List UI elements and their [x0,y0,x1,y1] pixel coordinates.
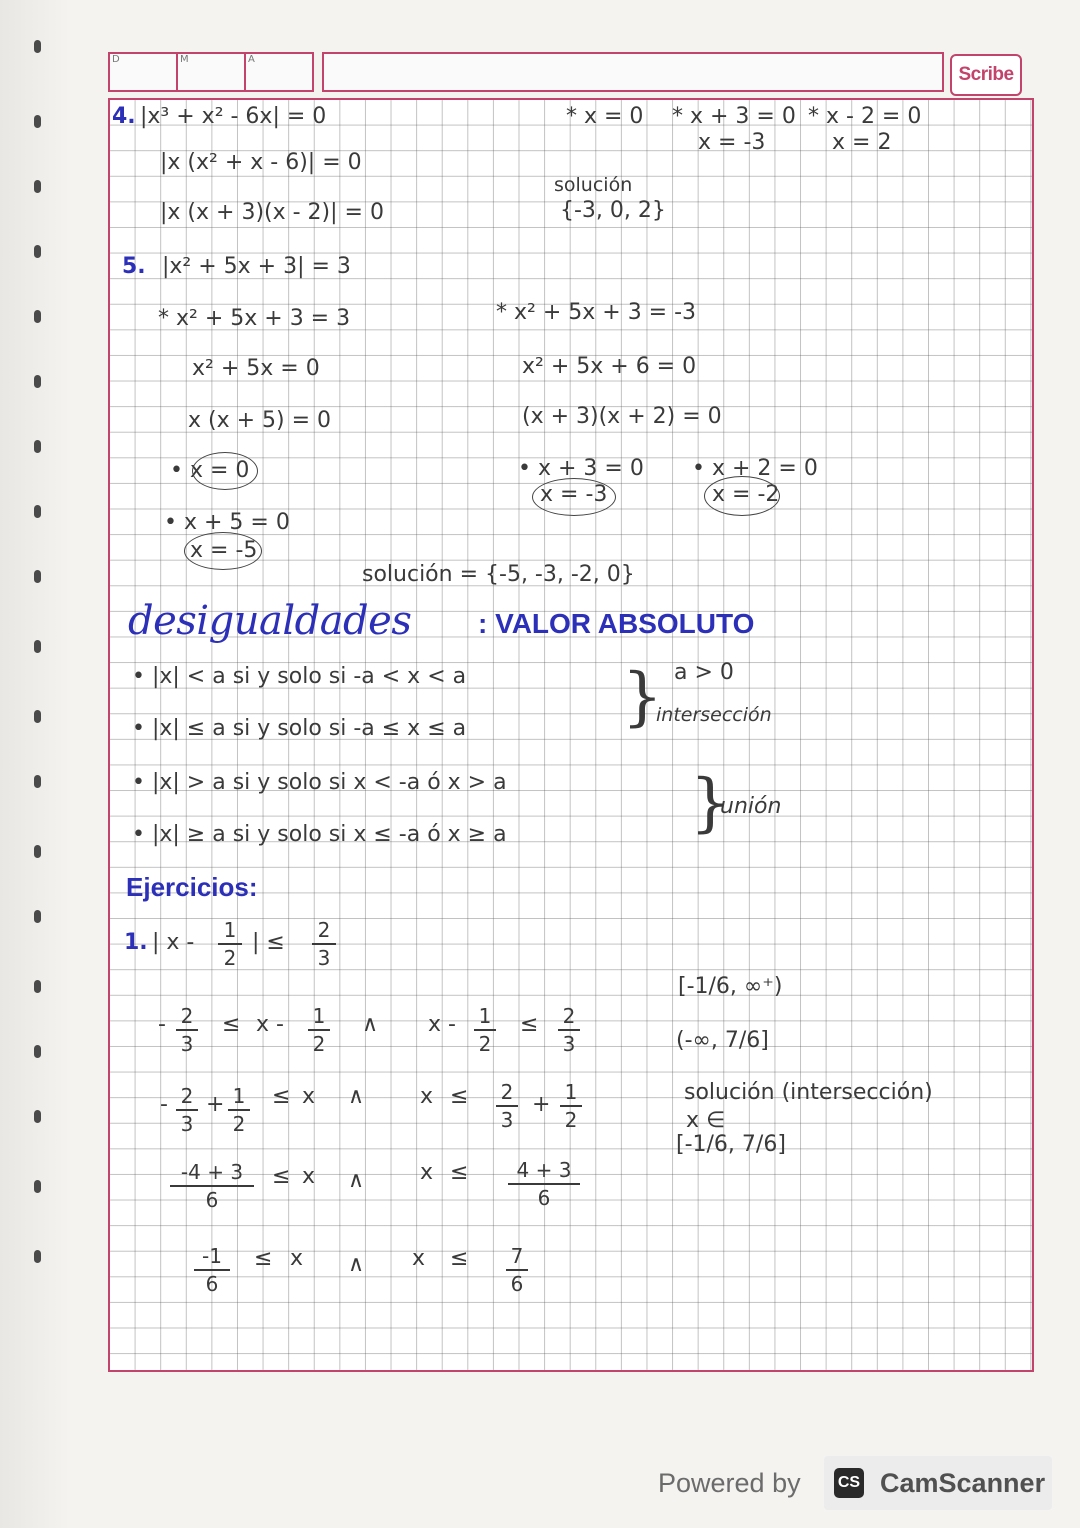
fraction-one-half: 1 2 [218,918,242,970]
exercise-1-number: 1. [124,930,148,955]
problem-4-case3b: x = 2 [832,130,892,155]
x-variable: x [302,1164,316,1189]
problem-5-left-line2: x² + 5x = 0 [192,356,320,381]
fraction-minus-one-sixth: -1 6 [194,1244,230,1296]
binder-hole [34,1180,41,1193]
plus-sign: + [532,1092,551,1117]
plus-sign: + [206,1092,225,1117]
rule-less-than: • |x| < a si y solo si -a < x < a [132,664,467,689]
answer-circle [704,476,780,516]
problem-4-case2a: * x + 3 = 0 [672,104,796,129]
powered-by-text: Powered by [658,1468,801,1498]
le-sign: ≤ [450,1160,469,1185]
binder-hole [34,40,41,53]
binder-hole [34,1045,41,1058]
section-title: desigualdades [128,598,412,644]
answer-circle [184,532,262,570]
fraction-sum: 4 + 3 6 [508,1158,580,1210]
camscanner-name: CamScanner [880,1468,1046,1498]
brace-icon: } [622,660,663,734]
page-margin [0,0,70,1528]
binder-hole [34,1110,41,1123]
binder-hole [34,505,41,518]
problem-5-right-line5a: • x + 2 = 0 [692,456,818,481]
problem-5-right-line4a: • x + 3 = 0 [518,456,644,481]
problem-5-equation: |x² + 5x + 3| = 3 [162,254,351,279]
x-variable: x [420,1160,434,1185]
problem-4-case2b: x = -3 [698,130,766,155]
date-year-label: A [248,54,255,65]
exercise-1-abs-close: | ≤ [252,930,285,955]
membership: x ∈ [686,1108,726,1133]
rule-greater-equal: • |x| ≥ a si y solo si x ≤ -a ó x ≥ a [132,822,507,847]
binder-hole [34,245,41,258]
binder-hole [34,845,41,858]
binder-hole [34,910,41,923]
date-day-label: D [112,54,120,65]
problem-5-right-line2: x² + 5x + 6 = 0 [522,354,697,379]
problem-4-case1: * x = 0 [566,104,644,129]
binder-hole [34,640,41,653]
brand-logo: Scribe [950,54,1022,96]
le-sign: ≤ [520,1012,539,1037]
problem-5-left-line5b: x = -5 [190,538,258,563]
exercises-heading: Ejercicios: [126,872,258,902]
fraction-one-half: 1 2 [474,1004,496,1056]
le-sign: ≤ [222,1012,241,1037]
interval-left: [-1/6, ∞⁺) [678,974,783,999]
brace-icon: } [690,766,731,840]
problem-4-eq3: |x (x + 3)(x - 2)| = 0 [160,200,384,225]
section-subtitle: : VALOR ABSOLUTO [478,608,755,639]
answer-circle [192,452,258,490]
and-sign: ∧ [362,1012,379,1037]
problem-5-left-line3: x (x + 5) = 0 [188,408,332,433]
solution-label: solución (intersección) [684,1080,933,1105]
exercise-1-abs-open: | x - [152,930,195,955]
le-sign: ≤ [254,1246,273,1271]
fraction-seven-sixths: 7 6 [506,1244,528,1296]
answer-circle [532,478,616,516]
interval-right: (-∞, 7/6] [676,1028,769,1053]
and-sign: ∧ [348,1252,365,1277]
rule-less-equal: • |x| ≤ a si y solo si -a ≤ x ≤ a [132,716,467,741]
binder-hole [34,115,41,128]
problem-4-case3a: * x - 2 = 0 [808,104,922,129]
x-variable: x [302,1084,316,1109]
problem-5-left-line1: * x² + 5x + 3 = 3 [158,306,351,331]
fraction-two-thirds: 2 3 [558,1004,580,1056]
binder-hole [34,180,41,193]
le-sign: ≤ [450,1084,469,1109]
camscanner-logo-icon: CS [834,1468,864,1498]
binder-hole [34,980,41,993]
problem-4-number: 4. [112,104,136,129]
problem-4-eq2: |x (x² + x - 6)| = 0 [160,150,362,175]
le-sign: ≤ [450,1246,469,1271]
and-sign: ∧ [348,1084,365,1109]
problem-4-eq1: |x³ + x² - 6x| = 0 [140,104,327,129]
binder-hole [34,570,41,583]
x-variable: x [412,1246,426,1271]
binder-hole [34,710,41,723]
problem-5-right-line4b: x = -3 [540,482,608,507]
binder-hole [34,775,41,788]
binder-hole [34,1250,41,1263]
solution-interval: [-1/6, 7/6] [676,1132,786,1157]
problem-5-left-line4: • x = 0 [170,458,250,483]
binder-hole [34,375,41,388]
fraction-one-half: 1 2 [228,1084,250,1136]
and-sign: ∧ [348,1168,365,1193]
problem-5-right-line5b: x = -2 [712,482,780,507]
le-sign: ≤ [272,1084,291,1109]
date-month-label: M [180,54,189,65]
problem-5-right-line3: (x + 3)(x + 2) = 0 [522,404,722,429]
neg-sign: - [160,1092,168,1117]
fraction-two-thirds: 2 3 [496,1080,518,1132]
rule-greater-than: • |x| > a si y solo si x < -a ó x > a [132,770,507,795]
neg-sign: - [158,1012,166,1037]
x-variable: x [420,1084,434,1109]
x-minus: x - [428,1012,456,1037]
fraction-two-thirds: 2 3 [176,1084,198,1136]
intersection-label: intersección [656,704,772,726]
fraction-two-thirds: 2 3 [312,918,336,970]
title-box [322,52,944,92]
problem-5-left-line5a: • x + 5 = 0 [164,510,290,535]
fraction-one-half: 1 2 [560,1080,582,1132]
condition-a-positive: a > 0 [674,660,734,685]
fraction-one-half: 1 2 [308,1004,330,1056]
problem-5-solution: solución = {-5, -3, -2, 0} [362,562,635,587]
problem-5-right-line1: * x² + 5x + 3 = -3 [496,300,697,325]
le-sign: ≤ [272,1164,291,1189]
fraction-sum: -4 + 3 6 [170,1160,254,1212]
problem-4-solution-set: {-3, 0, 2} [560,198,666,223]
binder-hole [34,310,41,323]
union-label: unión [720,794,782,819]
fraction-two-thirds: 2 3 [176,1004,198,1056]
x-minus: x - [256,1012,284,1037]
x-variable: x [290,1246,304,1271]
problem-4-solution-label: solución [554,174,633,196]
problem-5-number: 5. [122,254,146,279]
binder-hole [34,440,41,453]
